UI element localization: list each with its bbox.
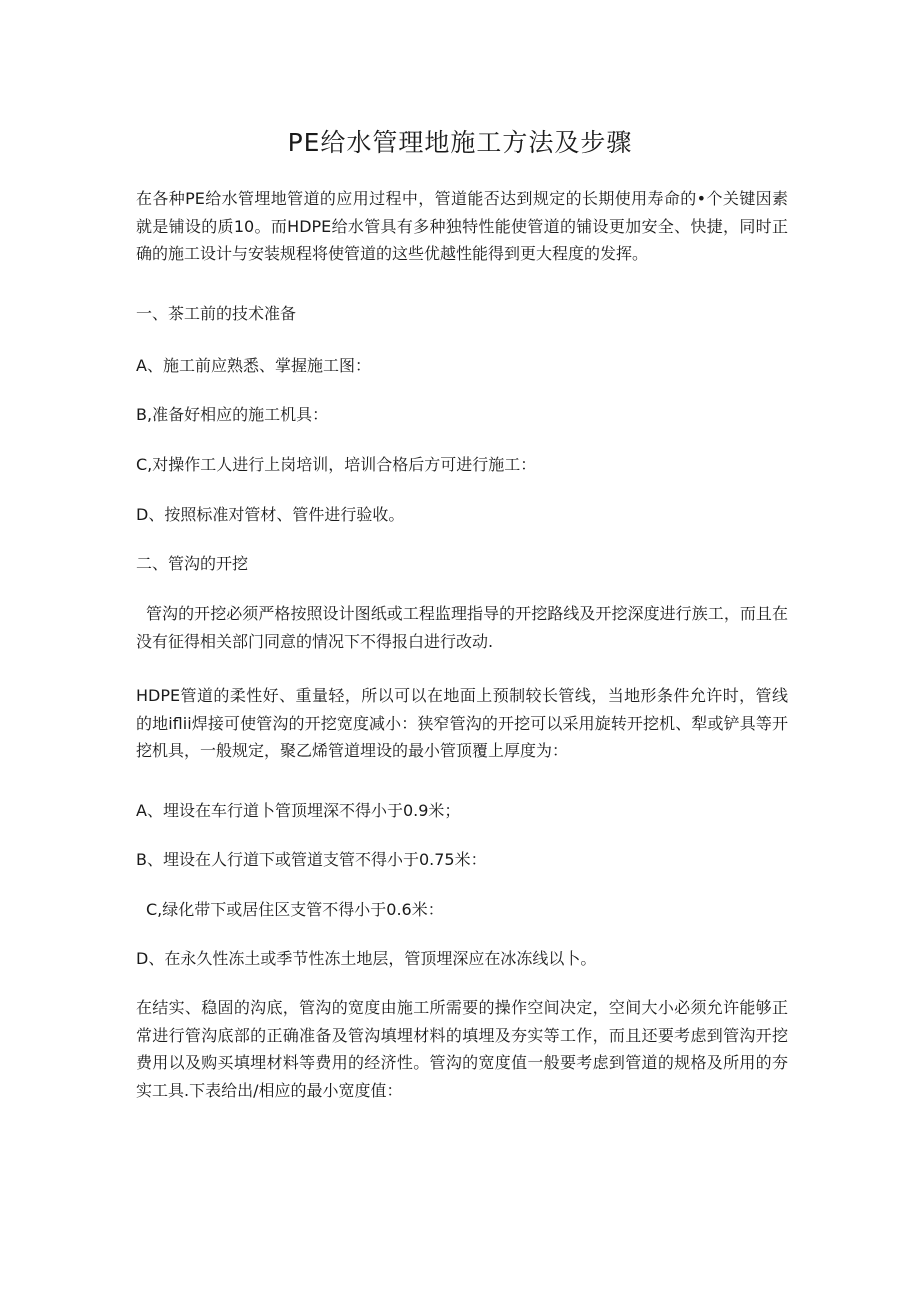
section-1-item-b: B,准备好相应的施工机具： [136, 405, 329, 424]
section-2-item-a: A、埋设在车行道卜管顶埋深不得小于0.9米； [136, 801, 461, 820]
section-1-heading: 一、茶工前的技术准备 [136, 304, 297, 323]
section-1-item-a: A、施工前应熟悉、掌握施工图： [136, 356, 371, 375]
intro-paragraph: 在各种PE给水管埋地管道的应用过程中，管道能否达到规定的长期使用寿命的•个关键因素就是铺设的质10。而HDPE给水管具有多种独特性能使管道的铺设更加安全、快捷，同时正确的施工设计与安装规程将使管道的这些优越性能得到更大程度的发挥。 [136, 189, 788, 263]
section-1-item-c: C,对操作工人进行上岗培训，培训合格后方可进行施工： [136, 455, 537, 474]
document-title: PE给水管理地施工方法及步骤 [287, 128, 633, 157]
section-2-heading: 二、管沟的开挖 [136, 554, 249, 573]
section-2-paragraph-2: HDPE管道的柔性好、重量轻，所以可以在地面上预制较长管线，当地形条件允许时，管线的地iflii焊接可使管沟的开挖宽度减小：狭窄管沟的开挖可以采用旋转开挖机、犁或铲具等开挖机具，一般规定，聚乙烯管道埋设的最小管顶覆上厚度为： [136, 686, 788, 760]
section-2-item-c: C,绿化带下或居住区支管不得小于0.6米： [146, 900, 444, 919]
section-2-item-d: D、在永久性冻土或季节性冻土地层，管顶埋深应在冰冻线以卜。 [136, 949, 597, 968]
section-2-paragraph-1: 管沟的开挖必须严格按照设计图纸或工程监理指导的开挖路线及开挖深度进行族工，而且在没有征得相关部门同意的情况下不得报白进行改动. [136, 604, 788, 651]
section-1-item-d: D、按照标准对管材、管件进行验收。 [136, 505, 405, 524]
section-2-paragraph-3: 在结实、稳固的沟底，管沟的宽度由施工所需要的操作空间决定，空间大小必须允许能够正常进行管沟底部的正确准备及管沟填埋材料的填埋及夯实等工作，而且还要考虑到管沟开挖费用以及购买填埋材料等费用的经济性。管沟的宽度值一般要考虑到管道的规格及所用的夯实工具.下表给出/相应的最小宽度值： [136, 998, 788, 1100]
section-2-item-b: B、埋设在人行道下或管道支管不得小于0.75米： [136, 850, 487, 869]
